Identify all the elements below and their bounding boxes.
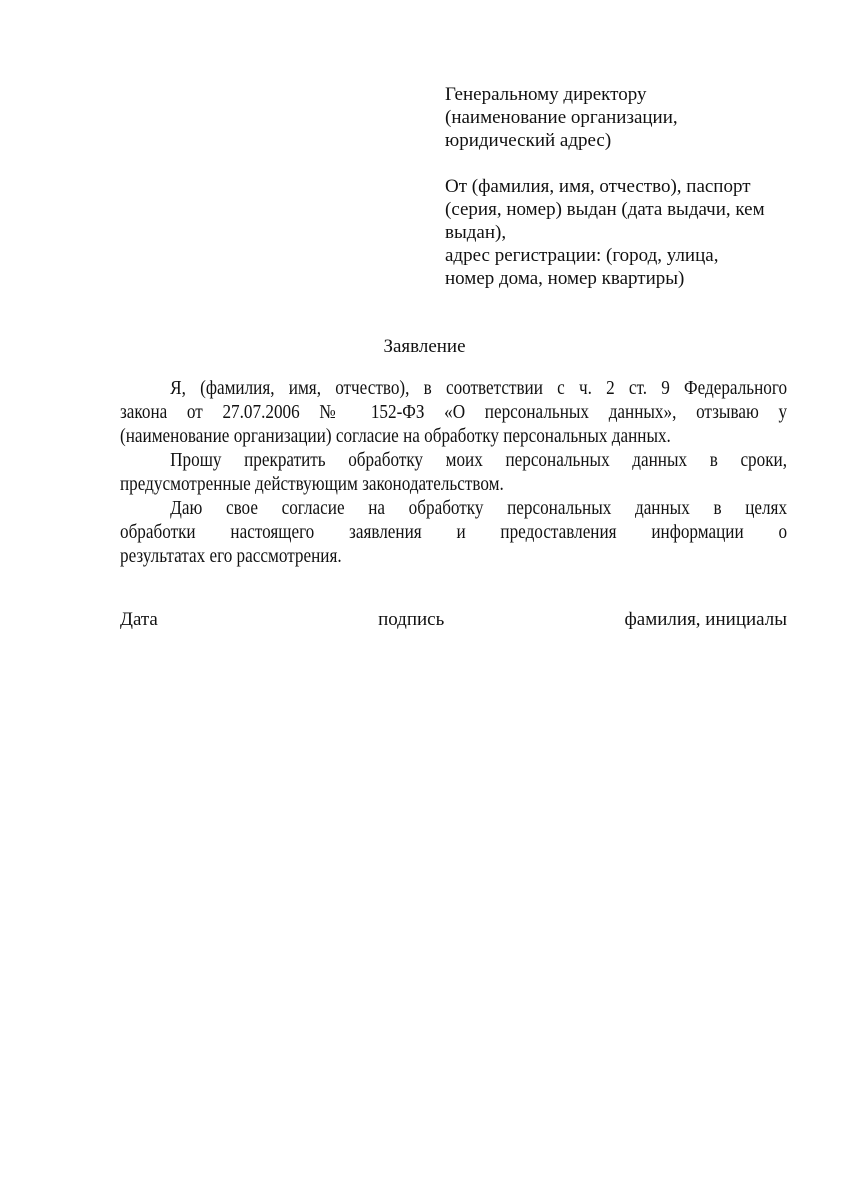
signature-row [120,609,787,631]
document-body [120,377,787,569]
paragraph-line: Прошу прекратить обработку моих персональных данных в сроки, [170,450,788,471]
document-title: Заявление [383,336,466,357]
paragraph-line: результатах его рассмотрения. [120,546,342,567]
signature-label: подпись [378,609,445,630]
paragraph-line: закона от 27.07.2006 № 152-ФЗ «О персональных данных», отзываю у [120,402,788,423]
document-header [445,83,765,290]
paragraph-line: предусмотренные действующим законодательством. [120,474,504,495]
paragraph-line: обработки настоящего заявления и предоставления информации о [120,522,788,543]
addressee-line: Генеральному директору [445,84,647,105]
addressee-line: (наименование организации, [445,107,678,128]
sender-line: номер дома, номер квартиры) [445,268,685,289]
sender-line: От (фамилия, имя, отчество), паспорт [445,176,751,197]
name-label: фамилия, инициалы [624,609,787,630]
sender-line: адрес регистрации: (город, улица, [445,245,719,266]
addressee-line: юридический адрес) [445,130,612,151]
sender-line: выдан), [445,222,507,243]
sender-line: (серия, номер) выдан (дата выдачи, кем [445,199,765,220]
paragraph-line: Я, (фамилия, имя, отчество), в соответствии с ч. 2 ст. 9 Федерального [170,378,788,399]
paragraph-line: Даю свое согласие на обработку персональных данных в целях [170,498,788,519]
date-label: Дата [120,609,158,630]
paragraph-line: (наименование организации) согласие на обработку персональных данных. [120,426,671,447]
